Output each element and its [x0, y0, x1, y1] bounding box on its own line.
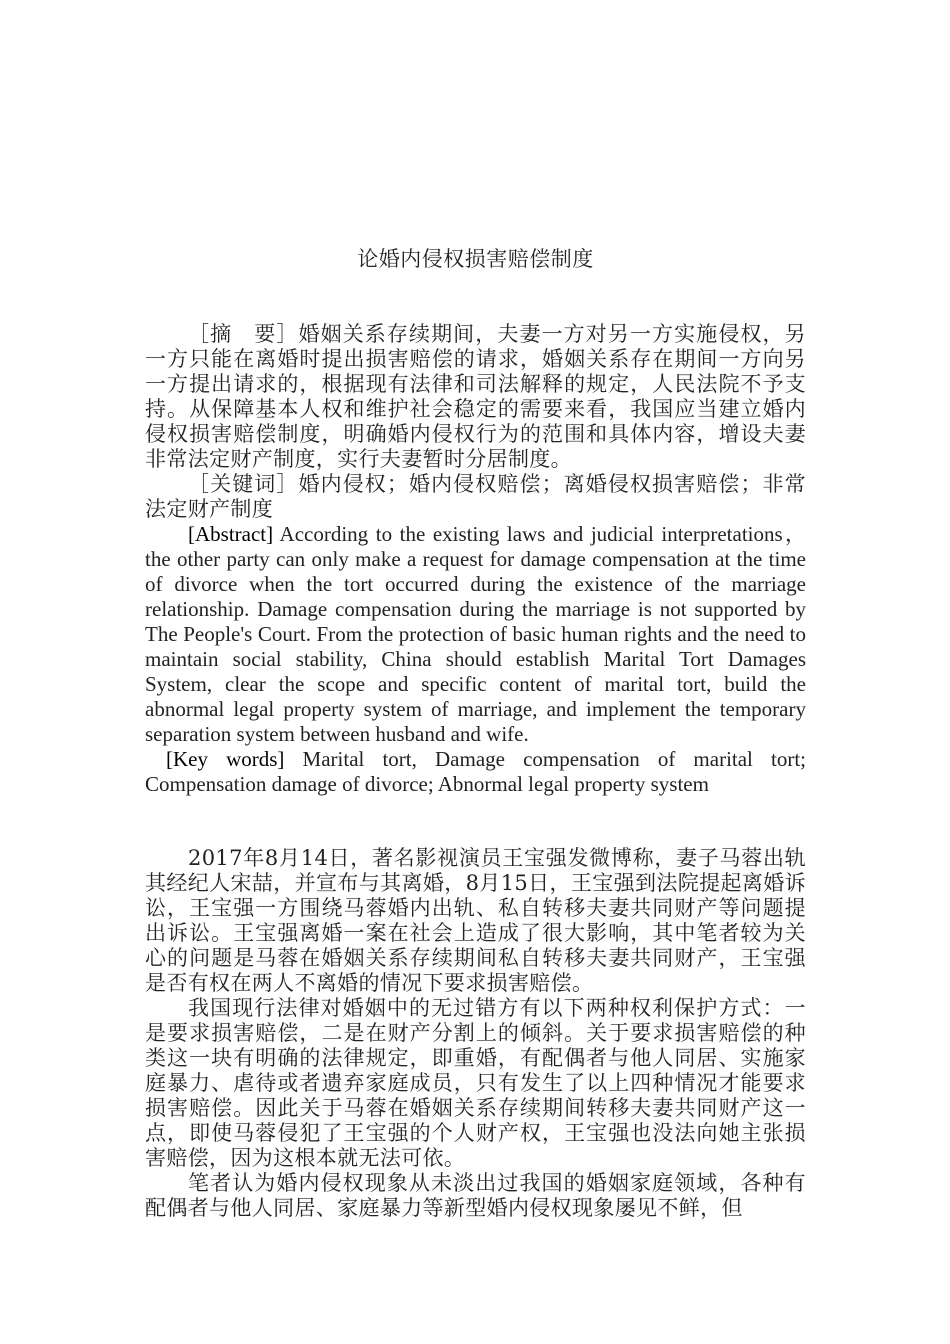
abstract-zh-text: 婚姻关系存续期间，夫妻一方对另一方实施侵权，另一方只能在离婚时提出损害赔偿的请求，婚姻关系存在期间一方向另一方提出请求的，根据现有法律和司法解释的规定，人民法院不予支持。从保障基本人权和维护社会稳定的需要来看，我国应当建立婚内侵权损害赔偿制度，明确婚内侵权行为的范围和具体内容，增设夫妻非常法定财产制度，实行夫妻暂时分居制度。 — [145, 322, 806, 471]
keywords-en — [145, 747, 806, 797]
abstract-en-label: [Abstract] — [188, 522, 274, 546]
keywords-en-label: [Key words] — [166, 747, 285, 771]
body-paragraph-2: 我国现行法律对婚姻中的无过错方有以下两种权利保护方式：一是要求损害赔偿，二是在财产分割上的倾斜。关于要求损害赔偿的种类这一块有明确的法律规定，即重婚，有配偶者与他人同居、实施家庭暴力、虐待或者遗弃家庭成员，只有发生了以上四种情况才能要求损害赔偿。因此关于马蓉在婚姻关系存续期间转移夫妻共同财产这一点，即使马蓉侵犯了王宝强的个人财产权，王宝强也没法向她主张损害赔偿，因为这根本就无法可依。 — [145, 996, 806, 1170]
abstract-zh-label: ［摘 要］ — [188, 322, 299, 346]
body-paragraph-3: 笔者认为婚内侵权现象从未淡出过我国的婚姻家庭领域，各种有配偶者与他人同居、家庭暴力等新型婚内侵权现象屡见不鲜，但 — [145, 1171, 806, 1220]
abstract-en-text: According to the existing laws and judicial interpretations， the other party can only make a request for damage compensation at the time of divorce when the tort occurred during the existence of the marriage relationship. Damage compensation during the marriage is not supported by The People's Court. From the protection of basic human rights and the need to maintain social stability, China should establish Marital Tort Damages System, clear the scope and specific content of marital tort, build the abnormal legal property system of marriage, and implement the temporary separation system between husband and wife. — [145, 522, 806, 746]
keywords-zh-label: ［关键词］ — [188, 472, 299, 496]
keywords-zh-text: 婚内侵权；婚内侵权赔偿；离婚侵权损害赔偿；非常法定财产制度 — [145, 472, 806, 521]
body-paragraph-1: 2017年8月14日，著名影视演员王宝强发微博称，妻子马蓉出轨其经纪人宋喆，并宣布与其离婚，8月15日，王宝强到法院提起离婚诉讼，王宝强一方围绕马蓉婚内出轨、私自转移夫妻共同财产等问题提出诉讼。王宝强离婚一案在社会上造成了很大影响，其中笔者较为关心的问题是马蓉在婚姻关系存续期间私自转移夫妻共同财产，王宝强是否有权在两人不离婚的情况下要求损害赔偿。 — [145, 846, 806, 995]
keywords-en-text: Marital tort, Damage compensation of marital tort; Compensation damage of divorce; Abnormal legal property system — [145, 747, 807, 796]
body-section — [145, 846, 806, 1221]
abstract-zh — [145, 322, 806, 472]
keywords-zh — [145, 472, 806, 522]
document-title: 论婚内侵权损害赔偿制度 — [357, 247, 594, 271]
abstract-section — [145, 322, 806, 797]
abstract-en — [145, 522, 806, 747]
